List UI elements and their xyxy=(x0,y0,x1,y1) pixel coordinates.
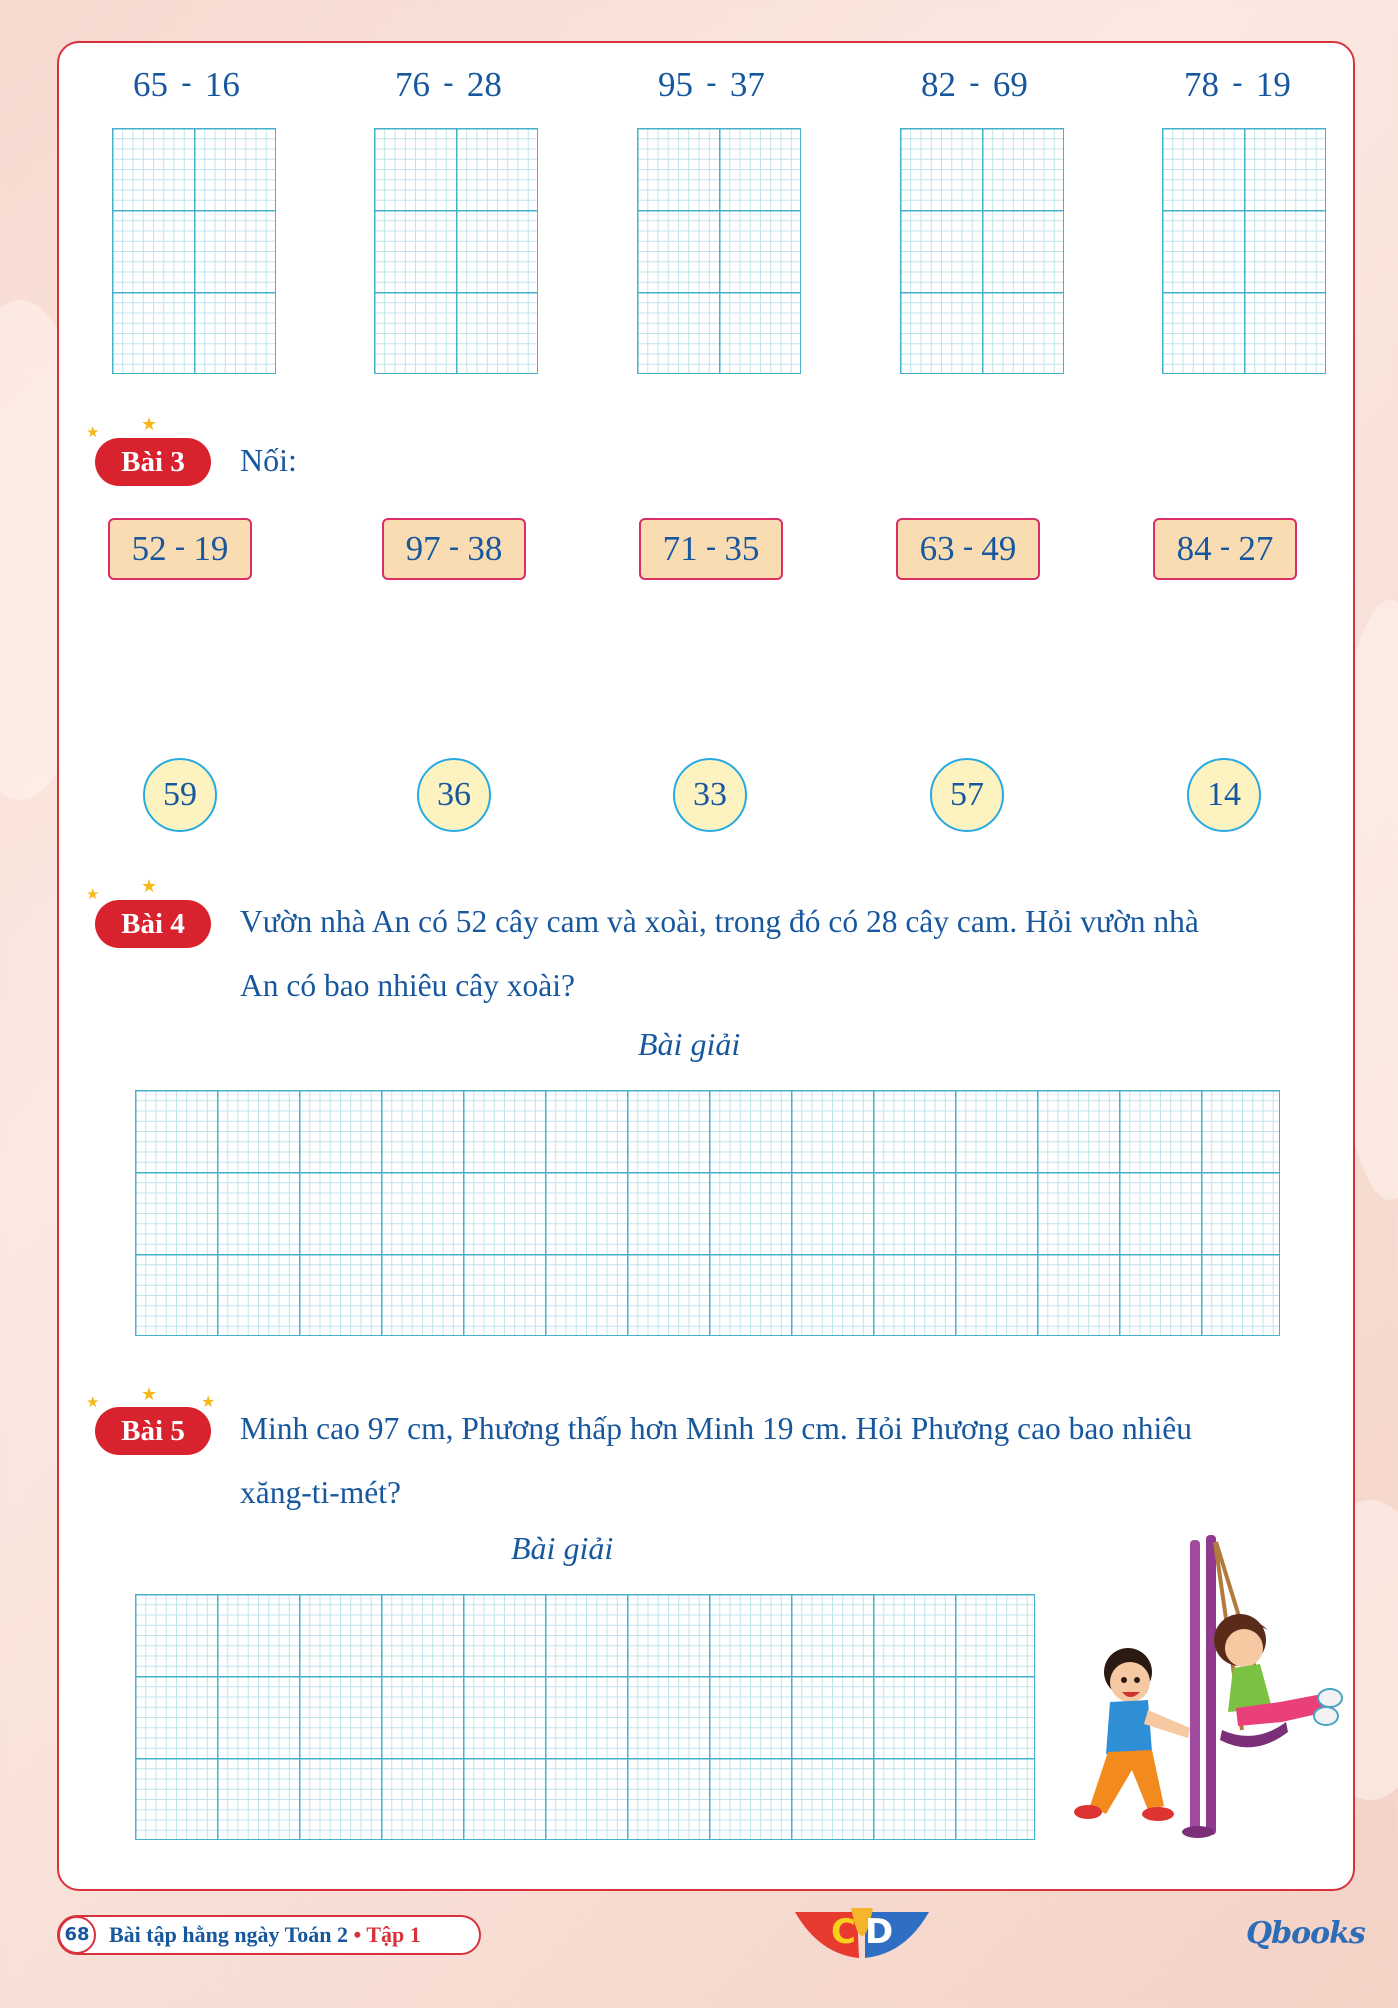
exercise-badge-5: Bài 5 xyxy=(95,1407,211,1455)
exercise-expression: 78 - 19 xyxy=(1184,65,1291,104)
page-number: 68 xyxy=(58,1916,96,1954)
result-circle[interactable]: 57 xyxy=(930,758,1004,832)
solution-grid[interactable] xyxy=(135,1594,1035,1840)
result-circle[interactable]: 14 xyxy=(1187,758,1261,832)
solution-heading: Bài giải xyxy=(511,1530,614,1566)
work-grid[interactable] xyxy=(112,128,276,374)
star-icon: ★ xyxy=(141,414,158,435)
series-letter-c: C xyxy=(831,1912,856,1952)
footer-page-label xyxy=(57,1915,481,1955)
work-grid[interactable] xyxy=(900,128,1064,374)
result-circle[interactable]: 59 xyxy=(143,758,217,832)
exercise-expression: 82 - 69 xyxy=(921,65,1028,104)
expression-card[interactable]: 97 - 38 xyxy=(382,518,526,580)
work-grid[interactable] xyxy=(637,128,801,374)
exercise-5-question-line2: xăng-ti-mét? xyxy=(240,1475,401,1510)
star-icon: ★ xyxy=(86,885,100,903)
star-icon: ★ xyxy=(141,1384,158,1405)
exercise-5-question-line1: Minh cao 97 cm, Phương thấp hơn Minh 19 cm. Hỏi Phương cao bao nhiêu xyxy=(240,1411,1193,1446)
exercise-expression: 76 - 28 xyxy=(395,65,502,104)
publisher-logo: Qbooks xyxy=(1246,1916,1365,1951)
expression-card[interactable]: 52 - 19 xyxy=(108,518,252,580)
work-grid[interactable] xyxy=(1162,128,1326,374)
book-title: Bài tập hằng ngày Toán 2 • Tập 1 xyxy=(109,1922,421,1947)
exercise-4-question-line1: Vườn nhà An có 52 cây cam và xoài, trong đó có 28 cây cam. Hỏi vườn nhà xyxy=(240,904,1199,939)
series-logo xyxy=(795,1904,929,1966)
result-circle[interactable]: 33 xyxy=(673,758,747,832)
exercise-badge-4: Bài 4 xyxy=(95,900,211,948)
exercise-expression: 95 - 37 xyxy=(658,65,765,104)
expression-card[interactable]: 84 - 27 xyxy=(1153,518,1297,580)
star-icon: ★ xyxy=(86,423,100,441)
exercise-3-prompt: Nối: xyxy=(240,442,297,478)
expression-card[interactable]: 63 - 49 xyxy=(896,518,1040,580)
star-icon: ★ xyxy=(201,1392,216,1411)
result-circle[interactable]: 36 xyxy=(417,758,491,832)
children-swing-illustration xyxy=(1040,1530,1360,1850)
star-icon: ★ xyxy=(141,876,158,897)
star-icon: ★ xyxy=(86,1393,100,1411)
exercise-4-question-line2: An có bao nhiêu cây xoài? xyxy=(240,968,575,1003)
solution-heading: Bài giải xyxy=(638,1026,741,1062)
expression-card[interactable]: 71 - 35 xyxy=(639,518,783,580)
exercise-badge-3: Bài 3 xyxy=(95,438,211,486)
work-grid[interactable] xyxy=(374,128,538,374)
solution-grid[interactable] xyxy=(135,1090,1280,1336)
series-letter-d: D xyxy=(865,1912,894,1952)
exercise-expression: 65 - 16 xyxy=(133,65,240,104)
